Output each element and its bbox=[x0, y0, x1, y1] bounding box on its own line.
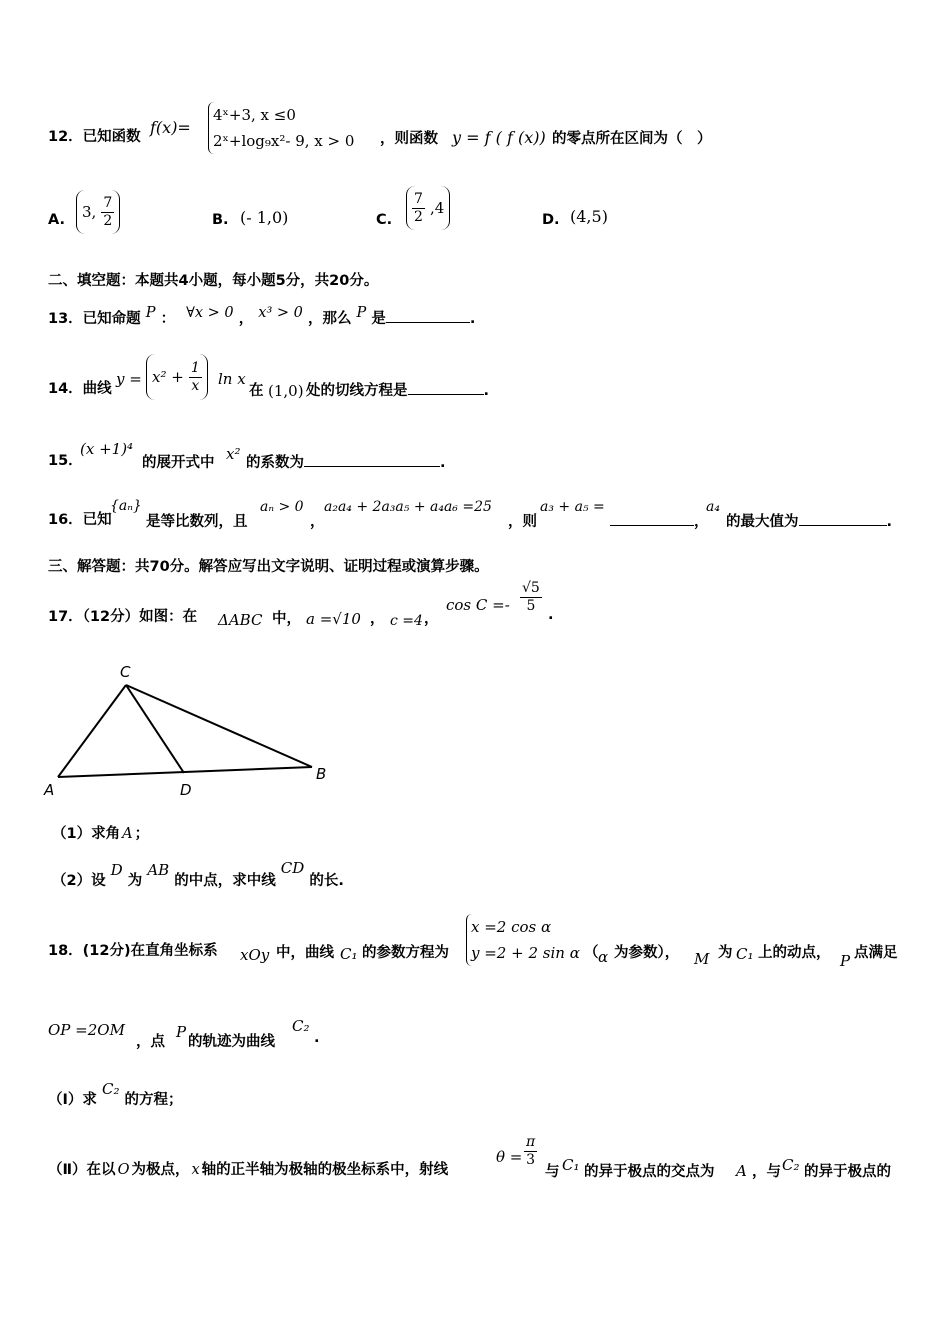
q18-p2-c1: C₁ bbox=[562, 1156, 580, 1174]
q15-answer-blank[interactable] bbox=[304, 452, 440, 467]
q17-p2-cd: CD bbox=[280, 859, 305, 877]
q15-line bbox=[48, 451, 83, 471]
q12-line bbox=[48, 127, 141, 147]
q17-cos: cos C =- bbox=[446, 596, 510, 614]
q18-eq1: x =2 cos α bbox=[471, 918, 552, 936]
q15-pre: 15． bbox=[48, 453, 83, 469]
q17-pre: 17．（12分）如图：在 bbox=[48, 609, 198, 625]
q17-mid: 中， bbox=[272, 611, 301, 627]
q18-p1-pre: （Ⅰ）求 bbox=[48, 1092, 97, 1108]
q18-l2-mid: ，点 bbox=[136, 1034, 165, 1050]
q12-mid: ，则函数 bbox=[380, 131, 438, 147]
q16-an: {aₙ} bbox=[110, 498, 142, 514]
q13-comma: ， bbox=[238, 311, 254, 327]
q18-p2-c2: C₂ bbox=[782, 1156, 800, 1174]
q14-y: y = bbox=[116, 370, 142, 388]
side-ca bbox=[58, 685, 126, 777]
q18-mid1: 中，曲线 bbox=[276, 945, 334, 961]
q16-line bbox=[48, 510, 112, 530]
q13-p: P bbox=[145, 305, 156, 321]
q14-line bbox=[48, 379, 112, 399]
q18-param: 为参数）， bbox=[614, 945, 680, 961]
q18-theta-num: π bbox=[526, 1134, 536, 1150]
q16-eq: a₂a₄ + 2a₃a₅ + a₄a₆ =25 bbox=[324, 499, 492, 515]
q16-then: ，则 bbox=[508, 514, 537, 530]
q12-yffx: y = f ( f (x)) bbox=[452, 128, 546, 147]
q18-l2-p: P bbox=[176, 1023, 187, 1041]
q18-part1 bbox=[48, 1080, 183, 1110]
q12-number: 12．已知函数 bbox=[48, 129, 141, 145]
q18-c1b: C₁ bbox=[736, 945, 754, 963]
q18-m: M bbox=[694, 950, 710, 968]
q17-c: c =4 bbox=[390, 613, 423, 629]
q16-a4: a₄ bbox=[706, 499, 720, 515]
q18-c1: C₁ bbox=[340, 945, 358, 963]
q17-p2-end: 的长. bbox=[309, 873, 344, 889]
q18-p2-mid: 为极点， bbox=[131, 1162, 190, 1178]
q17-p2-mid: 为 bbox=[127, 873, 143, 889]
q17-triangle: ΔABC bbox=[218, 611, 263, 629]
label-a: A bbox=[44, 781, 55, 799]
opt-c-den: 2 bbox=[414, 209, 423, 225]
q15-tail bbox=[246, 451, 446, 472]
q18-l2-c2: C₂ bbox=[292, 1017, 310, 1035]
opt-b-label: B. bbox=[212, 212, 229, 228]
opt-a-value bbox=[76, 190, 120, 234]
q16-comma: ， bbox=[310, 514, 325, 530]
q18-p2-mid4: 的异于极点的交点为 bbox=[584, 1164, 715, 1180]
q14-tail-text: 处的切线方程是 bbox=[306, 383, 408, 399]
q18-mid2: 的参数方程为 bbox=[362, 945, 449, 961]
q13-then: ，那么 bbox=[307, 311, 352, 327]
q17-line bbox=[48, 607, 197, 627]
q17-p2-d: D bbox=[110, 861, 123, 879]
q18-paren: （ bbox=[584, 945, 599, 961]
q14-tail bbox=[306, 379, 489, 400]
q17-p1-pre: （1）求角 bbox=[52, 826, 121, 842]
q18-theta-den: 3 bbox=[526, 1152, 536, 1168]
q15-mid: 的展开式中 bbox=[142, 455, 215, 471]
q18-p2-o: O bbox=[117, 1162, 130, 1178]
q18-p2-x: x bbox=[191, 1162, 200, 1178]
q18-theta-frac bbox=[524, 1134, 537, 1169]
q18-p2-a: A bbox=[736, 1162, 747, 1180]
q14-den: x bbox=[191, 378, 200, 394]
q12-tail: 的零点所在区间为（ ） bbox=[552, 131, 712, 147]
q14-x2: x² + bbox=[152, 368, 184, 386]
q17-comma2: ， bbox=[424, 611, 439, 627]
q12-case2: 2ˣ+log₉x²- 9, x > 0 bbox=[213, 132, 355, 150]
q14-point: (1,0) bbox=[268, 382, 304, 400]
q17-cos-num: √5 bbox=[522, 580, 540, 596]
q17-cos-den: 5 bbox=[526, 598, 536, 614]
q17-p2-pre: （2）设 bbox=[52, 873, 106, 889]
q18-line bbox=[48, 941, 218, 961]
q18-alpha: α bbox=[598, 948, 609, 966]
q14-num: 1 bbox=[190, 360, 200, 376]
q14-pre: 14．曲线 bbox=[48, 381, 112, 397]
q18-p1-c2: C₂ bbox=[101, 1080, 120, 1098]
section3-heading: 三、解答题：共70分。解答应写出文字说明、证明过程或演算步骤。 bbox=[48, 559, 489, 575]
q14-answer-blank[interactable] bbox=[408, 380, 484, 395]
q18-param-eq bbox=[466, 914, 580, 966]
q15-end: . bbox=[440, 455, 446, 471]
q13-pre: 13．已知命题 bbox=[48, 311, 141, 327]
q17-cos-frac bbox=[520, 580, 542, 615]
q13-colon: ： bbox=[160, 311, 176, 327]
q17-part1 bbox=[52, 824, 149, 844]
opt-c-label: C. bbox=[376, 212, 393, 228]
q13-p2: P bbox=[356, 305, 367, 321]
q18-pre: 18．(12分)在直角坐标系 bbox=[48, 943, 218, 959]
q13-end: . bbox=[469, 311, 476, 327]
q18-mid4: 上的动点， bbox=[758, 945, 831, 961]
q16-mid1: 是等比数列，且 bbox=[146, 514, 248, 530]
q18-p2-mid2: 轴的正半轴为极轴的极坐标系中，射线 bbox=[201, 1162, 449, 1178]
q18-mid3: 为 bbox=[718, 945, 733, 961]
q17-p1-var: A bbox=[122, 826, 133, 842]
opt-d-value: (4,5) bbox=[570, 207, 608, 226]
q15-expr: (x +1)⁴ bbox=[80, 440, 134, 458]
q16-tail-text: 的最大值为 bbox=[726, 514, 799, 530]
q16-sum: a₃ + a₅ = bbox=[540, 499, 605, 515]
q18-p2-end: 的异于极点的 bbox=[804, 1164, 891, 1180]
q16-an0: aₙ > 0 bbox=[260, 499, 304, 515]
q17-end: . bbox=[548, 607, 554, 623]
q18-p2-pre: （Ⅱ）在以 bbox=[48, 1162, 116, 1178]
q13-answer-blank[interactable] bbox=[386, 308, 470, 323]
q13-x3: x³ > 0 bbox=[258, 305, 303, 321]
q18-theta: θ = bbox=[496, 1148, 523, 1166]
q15-x2: x² bbox=[226, 445, 241, 463]
q13-forall: ∀x > 0 bbox=[186, 305, 234, 321]
q12-fx: f(x)= bbox=[150, 118, 191, 137]
q12-case1: 4ˣ+3, x ≤0 bbox=[213, 106, 296, 124]
q16-tail bbox=[726, 510, 892, 531]
q18-p2-mid5: ，与 bbox=[752, 1164, 781, 1180]
q13-line bbox=[48, 305, 476, 329]
q14-paren bbox=[146, 354, 208, 400]
q17-p1-end: ； bbox=[134, 826, 150, 842]
opt-c-value bbox=[406, 186, 450, 230]
opt-a-num: 7 bbox=[103, 195, 113, 211]
side-ab bbox=[58, 767, 312, 777]
q17-part2 bbox=[52, 859, 344, 891]
q16-end: . bbox=[886, 514, 893, 530]
opt-a-label: A. bbox=[48, 212, 65, 228]
q18-part2 bbox=[48, 1160, 448, 1180]
opt-d-label: D. bbox=[542, 212, 560, 228]
section2-heading: 二、填空题：本题共4小题，每小题5分，共20分。 bbox=[48, 273, 379, 289]
q18-tail: 点满足 bbox=[854, 945, 898, 961]
opt-c-num: 7 bbox=[414, 191, 423, 207]
label-c: C bbox=[120, 663, 131, 681]
q18-l2-mid2: 的轨迹为曲线 bbox=[188, 1034, 275, 1050]
q18-p1-end: 的方程； bbox=[124, 1092, 183, 1108]
q14-at: 在 bbox=[249, 383, 264, 399]
triangle-figure bbox=[40, 655, 340, 805]
q14-lnx: ln x bbox=[218, 370, 246, 388]
q18-op-om: OP =2OM bbox=[48, 1021, 125, 1039]
q16-answer-blank-1[interactable] bbox=[610, 511, 694, 526]
q16-blank1-wrap bbox=[610, 510, 709, 531]
opt-b-value: (- 1,0) bbox=[240, 208, 289, 227]
q18-l2-end: . bbox=[314, 1030, 320, 1046]
q15-tail-text: 的系数为 bbox=[246, 455, 304, 471]
opt-c-right: ,4 bbox=[430, 199, 445, 217]
q16-answer-blank-2[interactable] bbox=[799, 511, 887, 526]
q18-xoy: xOy bbox=[240, 946, 270, 964]
q12-piecewise bbox=[208, 102, 354, 154]
label-d: D bbox=[180, 781, 192, 799]
opt-a-den: 2 bbox=[103, 213, 113, 229]
q17-p2-mid2: 的中点，求中线 bbox=[174, 873, 276, 889]
q17-comma1: ， bbox=[370, 611, 385, 627]
q16-pre: 16．已知 bbox=[48, 512, 112, 528]
q17-p2-ab: AB bbox=[147, 861, 170, 879]
q13-is: 是 bbox=[371, 311, 386, 327]
q14-end: . bbox=[483, 383, 490, 399]
q16-comma2: ， bbox=[694, 514, 709, 530]
opt-a-left: 3, bbox=[82, 203, 97, 221]
q17-a: a =√10 bbox=[306, 610, 361, 628]
q18-p2-mid3: 与 bbox=[545, 1164, 560, 1180]
q18-eq2: y =2 + 2 sin α bbox=[471, 944, 580, 962]
label-b: B bbox=[316, 765, 327, 783]
q18-p: P bbox=[840, 952, 851, 970]
